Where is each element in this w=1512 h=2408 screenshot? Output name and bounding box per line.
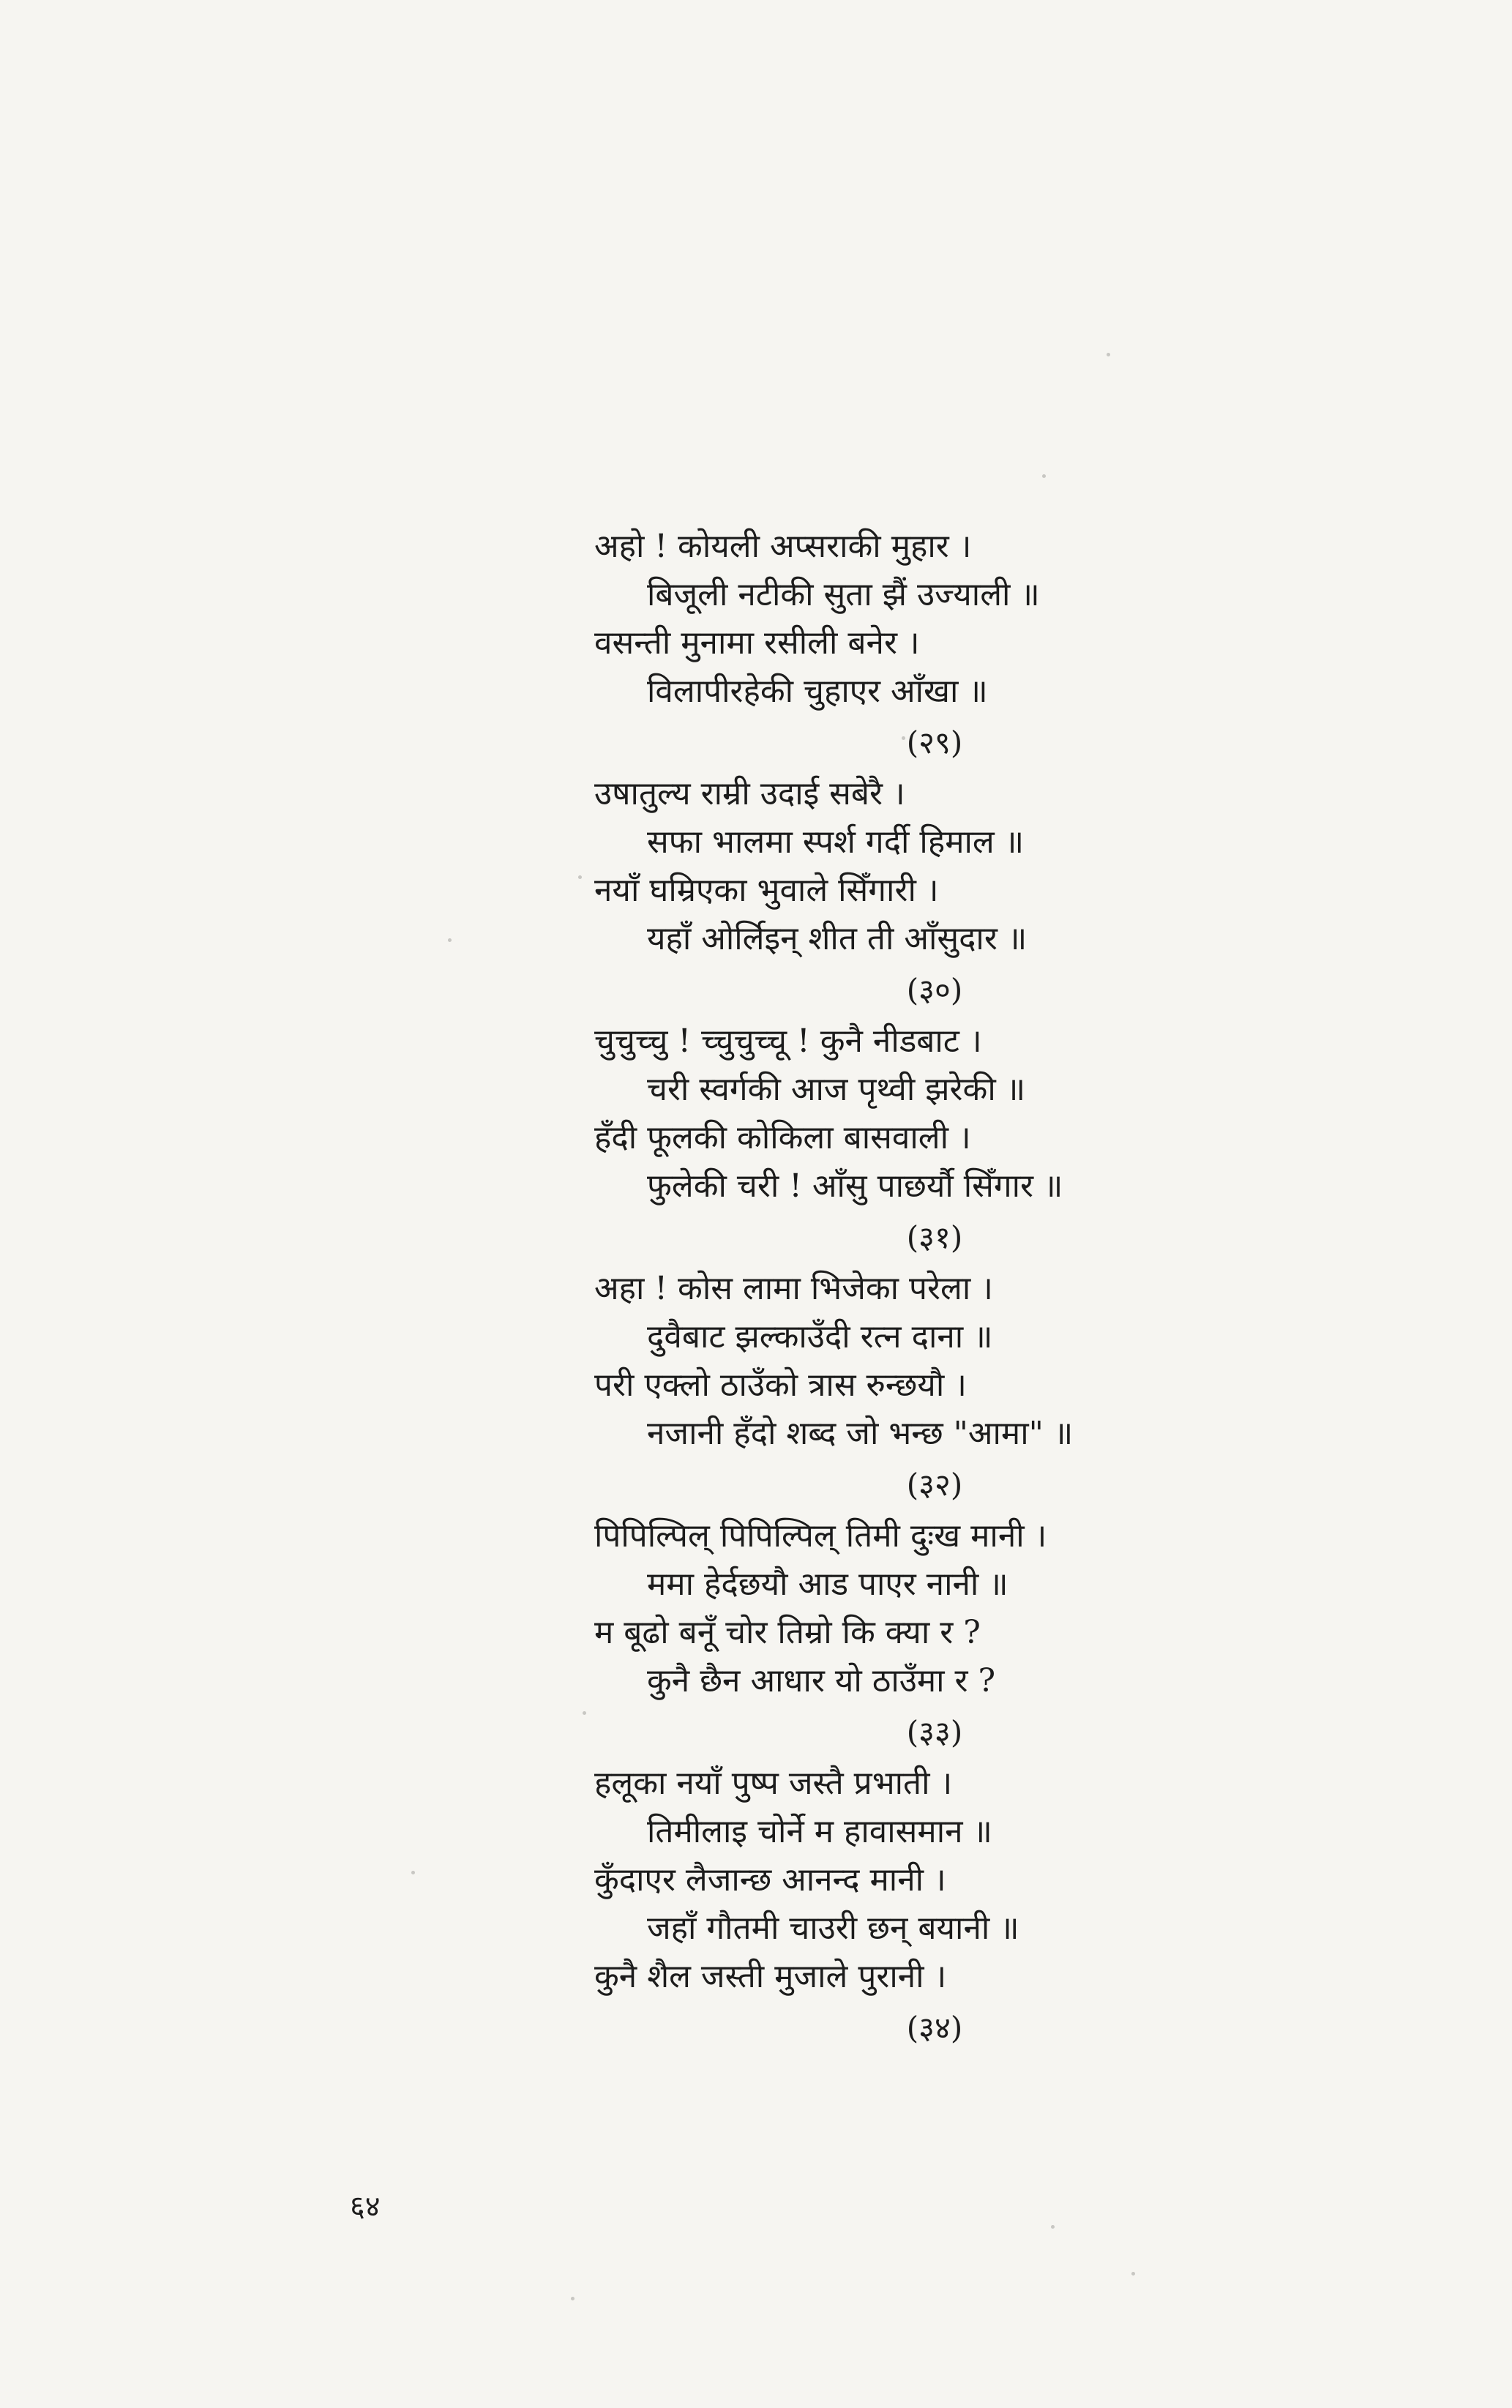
verse-number: (३४) [906,2010,963,2046]
scan-speck [571,2297,575,2300]
verse-number: (३०) [906,972,963,1008]
poem-line: कुनै छैन आधार यो ठाउँमा र ? [647,1662,996,1700]
page-number: ६४ [350,2190,381,2224]
poem-line: बिजूली नटीकी सुता झैं उज्याली ॥ [647,576,1040,613]
stanza-31 [594,1017,1224,1265]
poem-line: कुँदाएर लैजान्छ आनन्द मानी । [594,1861,946,1899]
poem-line: म बूढो बनूँ चोर तिम्रो कि क्या र ? [594,1614,981,1651]
scan-speck [1042,474,1046,478]
scan-speck [1107,353,1110,356]
stanza-29 [594,523,1224,770]
poem-line: परी एक्लो ठाउँको त्रास रुन्छयौ । [594,1366,967,1404]
scan-speck [578,875,582,879]
scan-speck [411,1871,415,1874]
stanza-30 [594,770,1224,1017]
poem-line: फुलेकी चरी ! आँसु पाछर्यौ सिँगार ॥ [647,1167,1063,1205]
poem-line: तिमीलाइ चोर्ने म हावासमान ॥ [647,1813,992,1850]
poem-line: वसन्ती मुनामा रसीली बनेर । [594,624,920,662]
scan-speck [1131,2272,1135,2276]
verse-number: (३१) [906,1219,963,1255]
poem-line: पिपिल्पिल् पिपिल्पिल् तिमी दुःख मानी । [594,1517,1047,1555]
stanza-32 [594,1265,1224,1512]
poem-line: चरी स्वर्गकी आज पृथ्वी झरेकी ॥ [647,1071,1026,1108]
stanza-33 [594,1512,1224,1760]
scan-speck [583,1711,586,1715]
poem-line: जहाँ गौतमी चाउरी छन् बयानी ॥ [647,1910,1019,1947]
verse-number: (३३) [906,1714,963,1750]
poem-body [594,523,1224,2055]
poem-line: कुनै शैल जस्ती मुजाले पुरानी । [594,1958,947,1995]
poem-line: ममा हेर्दछयौ आड पाएर नानी ॥ [647,1566,1008,1603]
scan-speck [1051,2225,1055,2229]
poem-line: हँदी फूलकी कोकिला बासवाली । [594,1119,971,1156]
poem-line: नजानी हँदो शब्द जो भन्छ "आमा" ॥ [647,1415,1074,1452]
verse-number: (२९) [906,725,963,760]
poem-line: सफा भालमा स्पर्श गर्दी हिमाल ॥ [647,823,1025,861]
scan-speck [448,938,452,942]
poem-line: नयाँ घम्रिएका भुवाले सिँगारी । [594,872,939,909]
poem-line: दुवैबाट झल्काउँदी रत्न दाना ॥ [647,1318,993,1356]
poem-line: अहो ! कोयली अप्सराकी मुहार । [594,528,972,565]
verse-number: (३२) [906,1467,963,1503]
poem-line: विलापीरहेकी चुहाएर आँखा ॥ [647,673,988,710]
poem-line: चुचुच्चु ! च्चुचुच्चू ! कुनै नीडबाट । [594,1022,982,1060]
poem-line: हलूका नयाँ पुष्प जस्तै प्रभाती । [594,1765,953,1802]
poem-line: यहाँ ओर्लिइन् शीत ती आँसुदार ॥ [647,920,1028,957]
scan-speck [902,736,905,740]
stanza-34 [594,1760,1224,2055]
poem-line: उषातुल्य राम्री उदाई सबेरै । [594,775,905,812]
poem-line: अहा ! कोस लामा भिजेका परेला । [594,1270,993,1307]
